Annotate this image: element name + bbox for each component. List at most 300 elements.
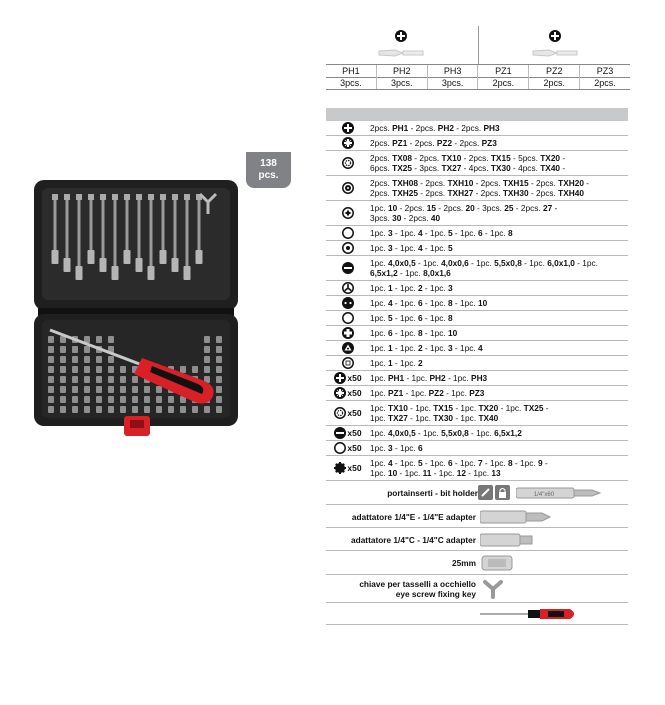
eye-screw-key-label-en: eye screw fixing key (395, 589, 476, 599)
bit-size: 4,0x0,6 (441, 257, 469, 268)
base-bit (60, 396, 66, 403)
bit-row (326, 341, 628, 356)
bit-quantity: - 1pc. (452, 227, 478, 238)
base-bit (108, 396, 114, 403)
bit-row (326, 256, 628, 281)
base-bit (84, 386, 90, 393)
base-bit (216, 336, 222, 343)
bit-quantity: - 1pc. (407, 402, 434, 413)
size-count-cell: 3pcs. (340, 78, 362, 88)
bit-quantity: - 1pc. (443, 387, 470, 398)
bit-quantity: - 2pcs. (411, 152, 442, 163)
bit-quantity: - 1pc. (392, 282, 418, 293)
bit-quantity: - 1pc. (466, 468, 492, 478)
adapter-e-label: adattatore 1/4"E - 1/4"E adapter (351, 512, 476, 522)
base-bit (48, 336, 54, 343)
bit-quantity: - 2pcs. (528, 188, 559, 198)
bit-type-cell (326, 227, 370, 239)
torx-icon (334, 407, 346, 419)
bit-size: 5,5x0,8 (441, 427, 469, 438)
bit-sizes-text (370, 227, 513, 240)
eye-screw-key-row (326, 575, 628, 603)
pozidriv-column (480, 24, 630, 64)
bit-quantity: - 1pc. (468, 257, 495, 268)
bit-quantity: 1pc. (370, 257, 388, 268)
bit-quantity: - 1pc. (392, 312, 418, 323)
bit-type-cell (326, 462, 370, 474)
bit-type-cell (326, 327, 370, 339)
bit-quantity: - 1pc. (392, 327, 418, 338)
bit-size: TX10 (388, 402, 408, 413)
bit-holder-row (326, 481, 628, 505)
triangle-icon (342, 342, 354, 354)
bit-size: 10 (448, 327, 458, 338)
base-bit (156, 406, 162, 413)
bit-size: TXH25 (392, 188, 418, 198)
bit-size: TXH30 (502, 188, 529, 198)
bit-holder-label: portainserti - bit holder (387, 488, 478, 498)
bit-quantity: - 2pcs. (528, 177, 559, 188)
bit-quantity: - 2pcs. (452, 137, 482, 148)
base-bit (60, 406, 66, 413)
bit-type-cell (326, 262, 370, 274)
bit-quantity: - 1pc. (422, 297, 448, 308)
phillips-column (326, 24, 476, 64)
base-bit (108, 336, 114, 343)
slotted-icon (342, 262, 354, 274)
bit-size: 4 (418, 227, 423, 238)
bit-size: 4 (418, 242, 423, 253)
bit-size-header (326, 24, 630, 94)
base-bit (120, 366, 126, 373)
bit-size: TX30 (490, 163, 511, 173)
bit-quantity: - 2pcs. (417, 188, 448, 198)
base-bit (204, 406, 210, 413)
bit-row (326, 176, 628, 201)
bit-row (326, 121, 628, 136)
bit-size: 6 (418, 297, 423, 308)
bit-size: TXH08 (392, 177, 418, 188)
bit-quantity: 2pcs. (370, 188, 393, 198)
bit-quantity: - 1pc. (422, 457, 448, 468)
bit-size: 13 (491, 468, 501, 478)
bit-size: 3 (388, 242, 393, 253)
base-bit (72, 386, 78, 393)
bit-sizes-text (370, 152, 565, 175)
bit-quantity: - 2pcs. (453, 122, 484, 133)
length-multiplier: x50 (347, 388, 362, 398)
size-count-cell: 2pcs. (477, 77, 528, 89)
base-bit (216, 356, 222, 363)
base-bit (216, 376, 222, 383)
bit-holder-stamp: 1/4"x60 (533, 492, 555, 498)
base-bit (132, 396, 138, 403)
base-bit (72, 346, 78, 353)
bit-quantity: 1pc. (370, 357, 388, 368)
base-bit (48, 376, 54, 383)
bit-size: TX40 (540, 163, 561, 173)
cross-square-icon (342, 327, 354, 339)
bit-size: TX30 (433, 413, 454, 423)
bit-size: 5 (418, 457, 423, 468)
bit-size: PZ1 (388, 387, 404, 398)
bit-quantity: - 1pc. (521, 257, 548, 268)
bit-size: 30 (392, 213, 402, 223)
bit-type-cell (326, 357, 370, 369)
bit-quantity: 1pc. (370, 242, 388, 253)
badge-unit: pcs. (258, 170, 279, 181)
base-bit (60, 346, 66, 353)
bit-size: PH2 (437, 122, 454, 133)
bit-sizes-text (370, 282, 453, 295)
bit-sizes-text (370, 202, 557, 225)
bit-size: 27 (543, 202, 553, 213)
phillips-icon (395, 30, 407, 42)
screwdriver-image (480, 607, 580, 621)
bit-size: PH3 (483, 122, 500, 133)
length-multiplier: x50 (347, 428, 362, 438)
bit-size: 3 (388, 227, 393, 238)
bit-size: PH1 (388, 372, 405, 383)
bit-sizes-text (370, 372, 487, 385)
square-icon (342, 312, 354, 324)
bit-quantity: - 1pc. (453, 402, 479, 413)
phillips-icon (342, 122, 354, 134)
bit-row (326, 241, 628, 256)
bit-quantity: - 1pc. (422, 312, 448, 323)
bit-quantity: - 1pc. (392, 297, 418, 308)
length-multiplier: x50 (347, 373, 362, 383)
bit-quantity: 2pcs. (370, 122, 393, 133)
bit-quantity: 1pc. (370, 282, 388, 293)
bit-sizes-text (370, 297, 487, 310)
bit-size: TXH40 (558, 188, 584, 198)
bit-size: 1 (388, 282, 393, 293)
bit-size: 6 (418, 312, 423, 323)
bit-size: TXH27 (447, 188, 474, 198)
bit-sizes-text (370, 312, 453, 325)
base-bit (156, 386, 162, 393)
bit-quantity: - 1pc. (392, 457, 418, 468)
bit-size: TXH15 (502, 177, 529, 188)
bit-size: TX25 (523, 402, 544, 413)
bit-quantity: 2pcs. (370, 137, 393, 148)
bit-quantity: - 1pc. (512, 457, 538, 468)
base-bit (144, 396, 150, 403)
bit-quantity: - 1pc. (397, 468, 423, 478)
bit-quantity: - 2pcs. (513, 202, 543, 213)
bit-size: TX20 (478, 402, 499, 413)
bit-size: PH3 (471, 372, 488, 383)
size-count-cell: 2pcs. (528, 77, 579, 89)
base-bit (48, 406, 54, 413)
base-bit (120, 406, 126, 413)
table-header-band (326, 108, 628, 121)
bit-type-cell (326, 387, 370, 399)
bit-sizes-text (370, 177, 589, 200)
bit-size: TX25 (392, 163, 412, 173)
torx-plus-icon (342, 207, 354, 219)
bit-size: 2 (418, 282, 423, 293)
bit-sizes-text (370, 257, 598, 280)
bit-quantity: 1pc. (370, 442, 388, 453)
socket-image (480, 554, 516, 572)
magnet-lock-icons (478, 485, 512, 500)
bit-row (326, 401, 628, 426)
base-bit (96, 366, 102, 373)
base-bit (96, 356, 102, 363)
bit-size: TX15 (490, 152, 511, 163)
bit-size: TXH10 (447, 177, 474, 188)
bit-quantity: - 2pcs. (473, 177, 503, 188)
bit-size: 5 (448, 242, 453, 253)
bit-size: PZ2 (436, 137, 453, 148)
bit-size: TX40 (478, 413, 499, 423)
bit-quantity: 1pc. (370, 202, 388, 213)
base-bit (108, 386, 114, 393)
bit-size: 4 (478, 342, 483, 353)
pozidriv-icon (334, 387, 346, 399)
bit-size: PZ1 (392, 137, 408, 148)
bit-size: 5 (448, 227, 453, 238)
base-bit (120, 376, 126, 383)
base-bit (108, 376, 114, 383)
base-bit (84, 376, 90, 383)
bit-size: 8 (418, 327, 423, 338)
tri-wing-icon (342, 282, 354, 294)
bit-quantity: - 1pc. (392, 227, 418, 238)
bit-size: TX10 (441, 152, 462, 163)
bit-quantity: - (560, 152, 566, 163)
bit-quantity: - 3pcs. (411, 163, 442, 173)
base-bit (168, 396, 174, 403)
bit-size: 15 (426, 202, 436, 213)
bit-row (326, 226, 628, 241)
base-bit (48, 356, 54, 363)
bit-type-cell (326, 122, 370, 134)
bit-quantity: 1pc. (370, 413, 388, 423)
adapter-e-image (480, 510, 560, 524)
base-bit (72, 356, 78, 363)
bit-quantity: - 1pc. (392, 442, 418, 453)
torx-hole-icon (342, 182, 354, 194)
bit-quantity: - 2pcs. (397, 202, 427, 213)
bit-size: 1 (388, 357, 393, 368)
bit-quantity: - 1pc. (422, 227, 448, 238)
bit-quantity: 1pc. (370, 342, 388, 353)
base-bit (216, 366, 222, 373)
hex-icon (334, 442, 346, 454)
size-name-cell: PH3 (427, 65, 478, 77)
bit-type-cell (326, 372, 370, 384)
bit-quantity: - 1pc. (392, 357, 418, 368)
base-bit (96, 376, 102, 383)
bit-size: 8 (448, 297, 453, 308)
bit-quantity: - 1pc. (392, 242, 418, 253)
bit-quantity: - 5pcs. (510, 152, 541, 163)
base-bit (192, 366, 198, 373)
bit-quantity: - 1pc. (415, 427, 442, 438)
bit-size: 20 (465, 202, 475, 213)
length-label: 25mm (452, 558, 476, 568)
base-bit (96, 386, 102, 393)
base-bit (48, 396, 54, 403)
bit-quantity: - 4pcs. (510, 163, 541, 173)
base-bit (132, 406, 138, 413)
base-bit (216, 346, 222, 353)
bit-type-cell (326, 242, 370, 254)
bit-holder-image (516, 486, 602, 500)
bit-quantity: - (542, 457, 548, 468)
bit-quantity: - 1pc. (415, 257, 442, 268)
base-bit (72, 406, 78, 413)
bit-quantity: 1pc. (370, 468, 388, 478)
bit-size: 4 (388, 457, 393, 468)
bit-sizes-text (370, 457, 548, 480)
bit-quantity: - 2pcs. (435, 202, 466, 213)
bit-size: 11 (422, 468, 432, 478)
bit-quantity: 1pc. (370, 427, 388, 438)
base-bit (84, 356, 90, 363)
bit-quantity: - 1pc. (407, 413, 434, 423)
bit-quantity: - (552, 202, 558, 213)
bit-quantity: - 1pc. (482, 227, 508, 238)
size-name-cell: PH2 (376, 65, 427, 77)
size-count-cell: 2pcs. (579, 77, 630, 89)
bit-quantity: - 1pc. (422, 242, 448, 253)
bit-size: 6,5x1,2 (370, 268, 398, 278)
bit-size: 6 (448, 457, 453, 468)
base-bit (108, 366, 114, 373)
gear-icon (334, 462, 346, 474)
base-bit (156, 396, 162, 403)
base-bit (96, 336, 102, 343)
bit-size: PH1 (392, 122, 409, 133)
bit-quantity: - 1pc. (468, 427, 495, 438)
base-bit (84, 346, 90, 353)
size-count-cell: 3pcs. (427, 77, 478, 89)
bit-quantity: - 1pc. (404, 372, 430, 383)
base-bit (72, 376, 78, 383)
bit-size: 2 (418, 342, 423, 353)
bit-size: PH2 (429, 372, 446, 383)
phillips-bit-icon (377, 48, 425, 58)
bit-sizes-text (370, 327, 457, 340)
bit-size: 8 (448, 312, 453, 323)
bit-quantity: - 3pcs. (474, 202, 505, 213)
bit-size: 3 (388, 442, 393, 453)
bit-size: 8 (508, 457, 513, 468)
bit-quantity: - 1pc. (482, 457, 508, 468)
piece-count-badge (246, 152, 291, 188)
bit-quantity: 2pcs. (370, 177, 393, 188)
bit-size: 10 (478, 297, 488, 308)
bit-type-cell (326, 342, 370, 354)
bit-type-cell (326, 282, 370, 294)
bit-size: 40 (430, 213, 441, 223)
size-names-row (326, 64, 630, 78)
contents-table (326, 108, 628, 625)
bit-row (326, 356, 628, 371)
bit-quantity: 1pc. (370, 372, 388, 383)
bit-quantity: - 4pcs. (461, 163, 491, 173)
bit-size: 25 (504, 202, 514, 213)
bit-row (326, 441, 628, 456)
pozidriv-bit-icon (531, 48, 579, 58)
bit-size: PZ3 (469, 387, 485, 398)
screwdriver-row (326, 603, 628, 625)
bit-size: 5 (388, 312, 393, 323)
bit-type-cell (326, 427, 370, 439)
bit-size: TX27 (441, 163, 462, 173)
bit-size: 6 (388, 327, 393, 338)
phillips-icon (334, 372, 346, 384)
base-bit (96, 396, 102, 403)
size-name-cell: PZ3 (579, 65, 630, 77)
bit-size: TX20 (540, 152, 561, 163)
bit-quantity: - 1pc. (422, 327, 448, 338)
bit-size: 5,5x0,8 (494, 257, 522, 268)
bit-size: TXH20 (558, 177, 584, 188)
size-name-cell: PH1 (342, 66, 360, 76)
length-row (326, 551, 628, 575)
bit-row (326, 386, 628, 401)
bit-size: 7 (478, 457, 483, 468)
bit-row (326, 151, 628, 176)
base-bit (72, 396, 78, 403)
size-name-cell: PZ1 (477, 65, 528, 77)
bit-sizes-text (370, 442, 423, 455)
bit-size: 2 (418, 357, 423, 368)
bit-type-cell (326, 297, 370, 309)
size-name-cell: PZ2 (528, 65, 579, 77)
badge-count: 138 (260, 158, 277, 169)
bit-quantity: 2pcs. (370, 152, 393, 163)
base-bit (60, 376, 66, 383)
bit-size: 1 (388, 342, 393, 353)
bit-quantity: - 2pcs. (408, 122, 438, 133)
adapter-c-image (480, 533, 540, 547)
bit-quantity: 1pc. (370, 457, 388, 468)
adapter-c-row (326, 528, 628, 551)
base-bit (48, 366, 54, 373)
base-bit (48, 346, 54, 353)
bit-row (326, 371, 628, 386)
length-multiplier: x50 (347, 463, 362, 473)
base-bit (84, 366, 90, 373)
length-multiplier: x50 (347, 408, 362, 418)
base-bit (204, 336, 210, 343)
bit-size: 3 (448, 342, 453, 353)
bit-size: 4 (388, 297, 393, 308)
bit-quantity: - 1pc. (452, 297, 478, 308)
base-bit (48, 386, 54, 393)
bit-sizes-text (370, 242, 453, 255)
base-bit (216, 406, 222, 413)
bit-row (326, 311, 628, 326)
bit-type-cell (326, 312, 370, 324)
size-count-cell: 3pcs. (376, 77, 427, 89)
bit-quantity: 1pc. (370, 387, 388, 398)
bit-sizes-text (370, 342, 483, 355)
hex-hole-icon (342, 242, 354, 254)
size-counts-row (326, 77, 630, 90)
base-bit (204, 366, 210, 373)
base-bit (72, 366, 78, 373)
spanner-icon (342, 297, 354, 309)
bit-sizes-text (370, 137, 497, 150)
bit-row (326, 281, 628, 296)
